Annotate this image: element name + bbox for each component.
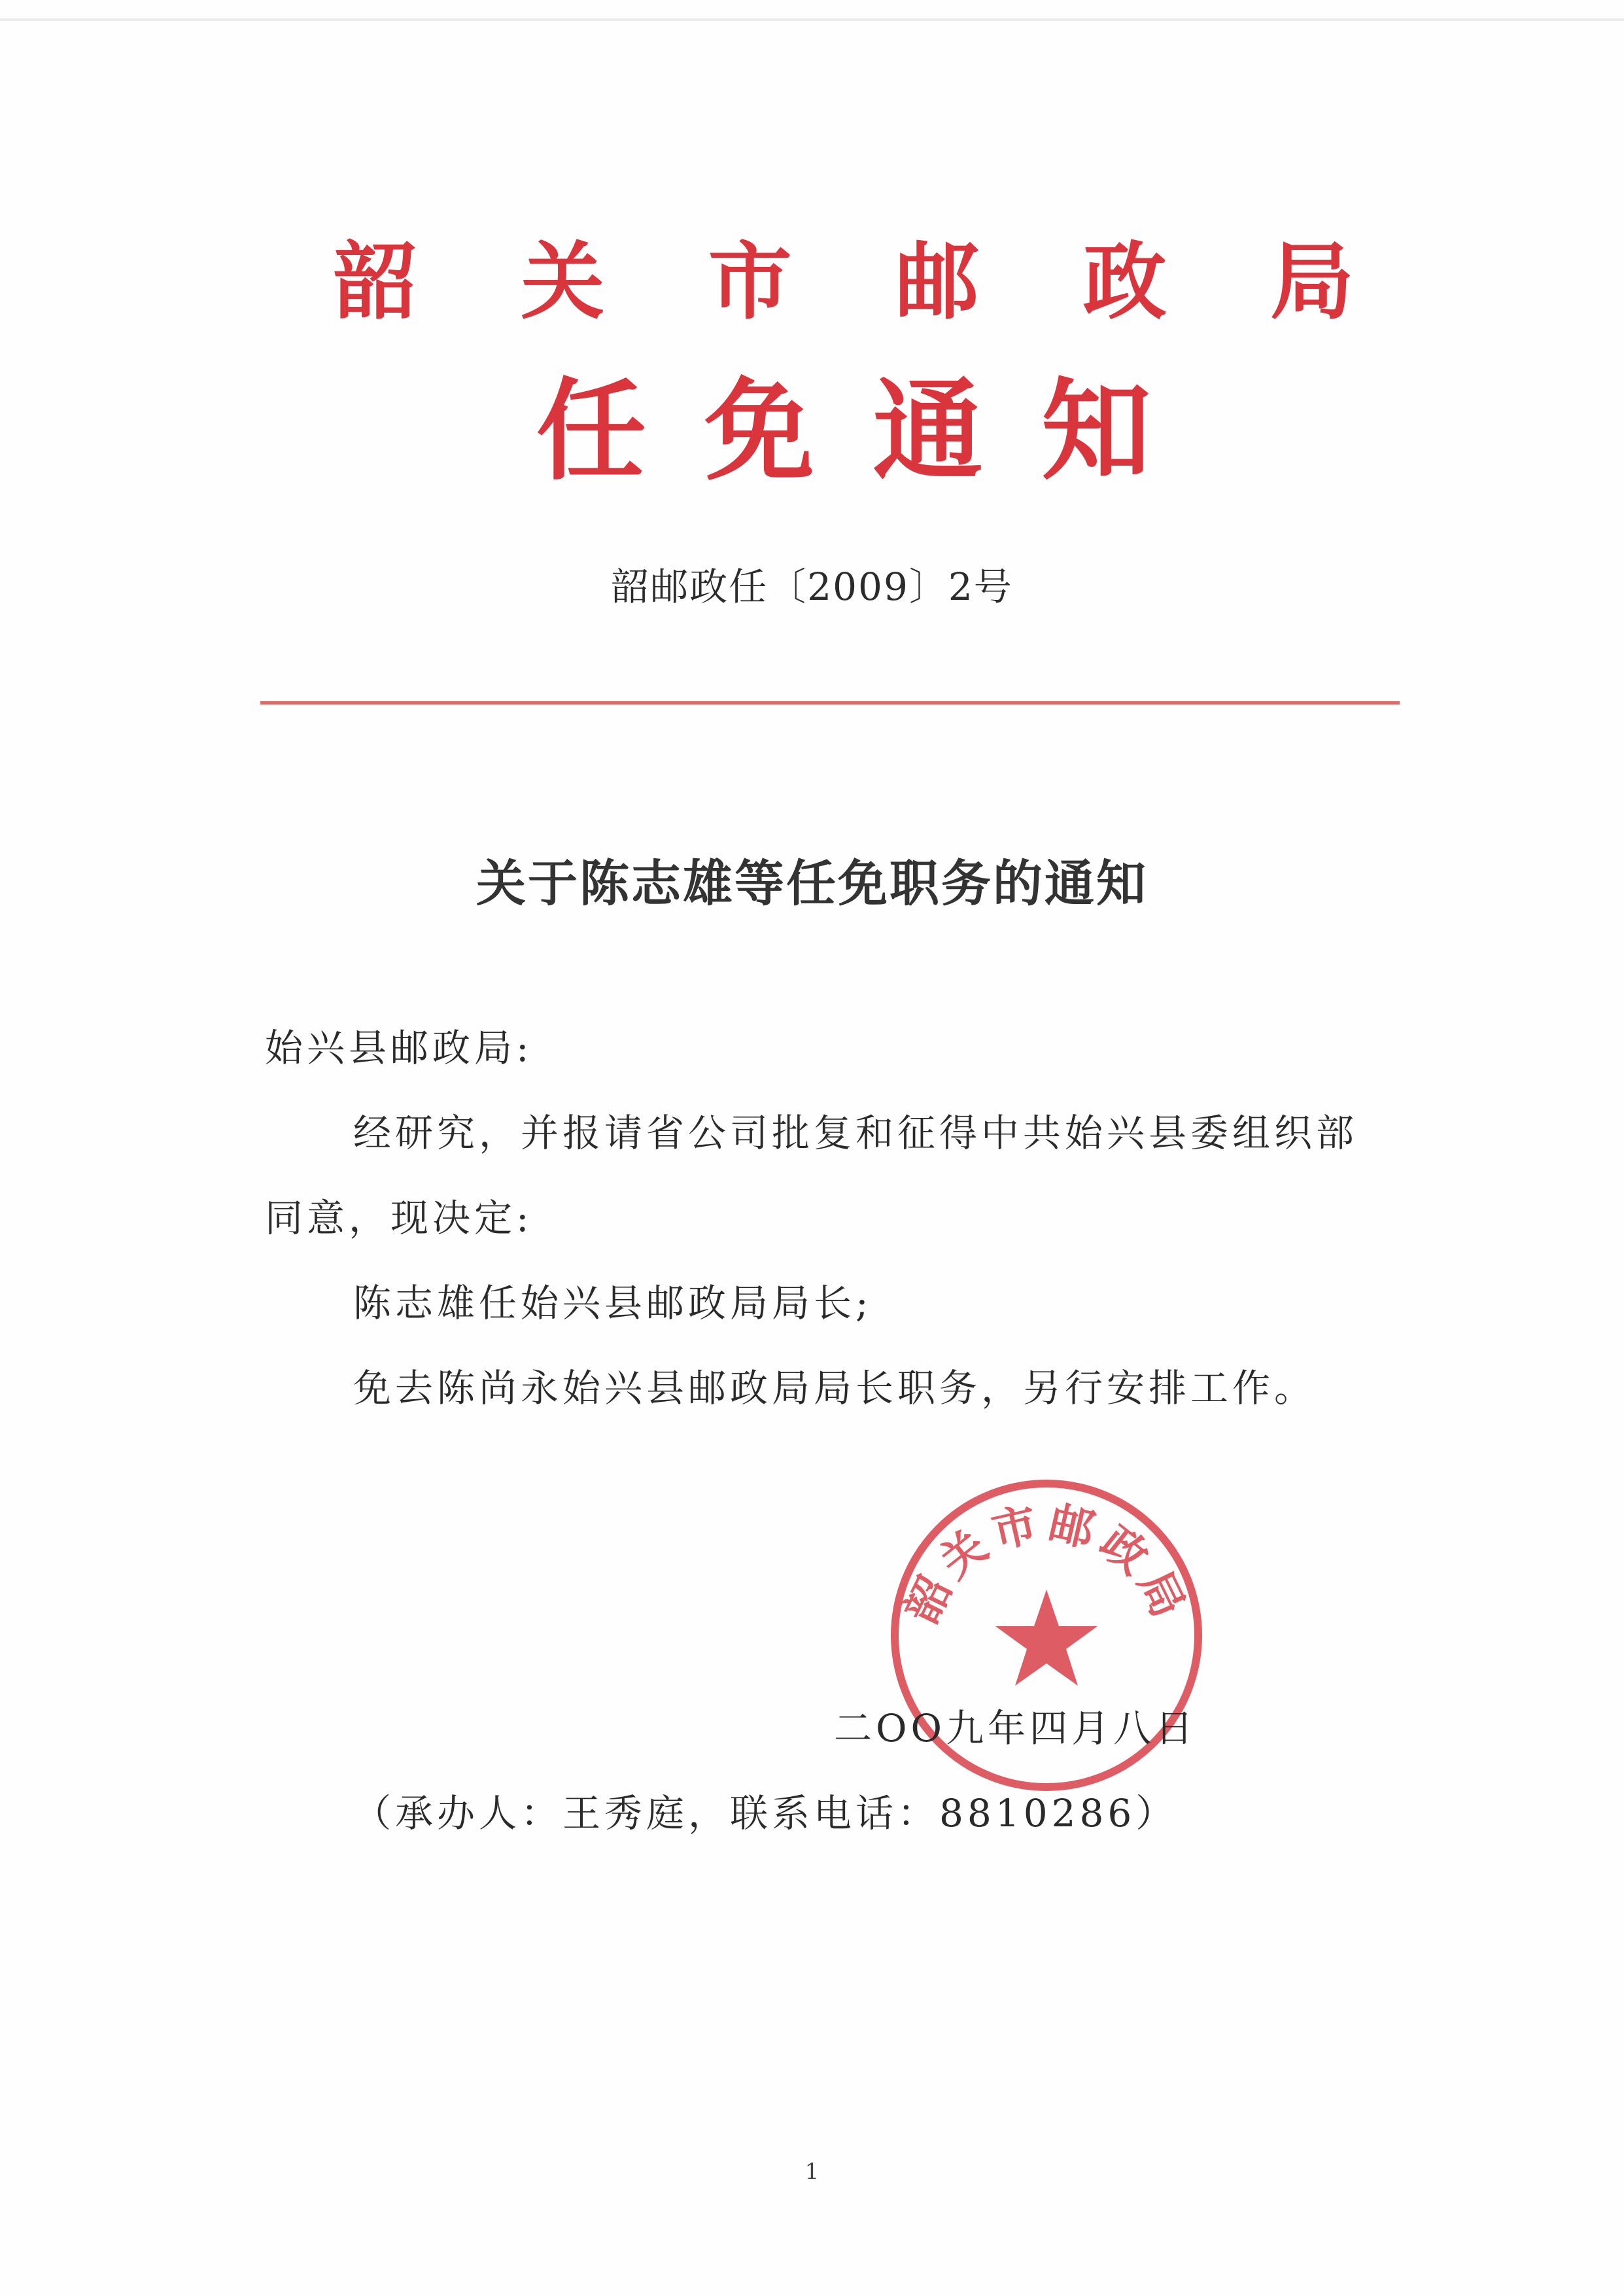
header-org-char: 韶 xyxy=(334,234,418,331)
contact-info: （承办人：王秀庭，联系电话：8810286） xyxy=(353,1791,1178,1835)
notice-title: 关于陈志雄等任免职务的通知 xyxy=(476,854,1148,913)
paragraph-line: 同意，现决定: xyxy=(265,1196,533,1240)
decision-remove: 免去陈尚永始兴县邮政局局长职务，另行安排工作。 xyxy=(353,1366,1317,1410)
header-org-char: 关 xyxy=(521,234,605,331)
header-org-char: 市 xyxy=(708,234,792,331)
header-doc-char: 通 xyxy=(872,366,983,495)
header-doc-char: 免 xyxy=(704,366,815,495)
star-icon xyxy=(995,1590,1097,1686)
decision-appoint: 陈志雄任始兴县邮政局局长; xyxy=(353,1281,872,1325)
signature-date: 二OO九年四月八日 xyxy=(834,1706,1198,1750)
header-org-name xyxy=(334,222,1354,331)
document-number: 韶邮政任〔2009〕2号 xyxy=(611,565,1013,609)
scan-edge xyxy=(0,18,1624,21)
red-divider-line xyxy=(260,701,1400,704)
header-org-char: 局 xyxy=(1270,234,1354,331)
paragraph-line: 经研究，并报请省公司批复和征得中共始兴县委组织部 xyxy=(353,1111,1358,1155)
header-doc-char: 任 xyxy=(536,366,646,495)
header-doc-char: 知 xyxy=(1041,366,1151,495)
header-org-char: 政 xyxy=(1082,234,1167,331)
header-doc-type xyxy=(536,357,1151,495)
header-org-char: 邮 xyxy=(895,234,980,331)
page-number: 1 xyxy=(804,2159,820,2185)
official-seal xyxy=(876,1465,1217,1805)
seal-text: 韶关市邮政局 xyxy=(896,1497,1197,1631)
addressee: 始兴县邮政局: xyxy=(265,1026,533,1070)
